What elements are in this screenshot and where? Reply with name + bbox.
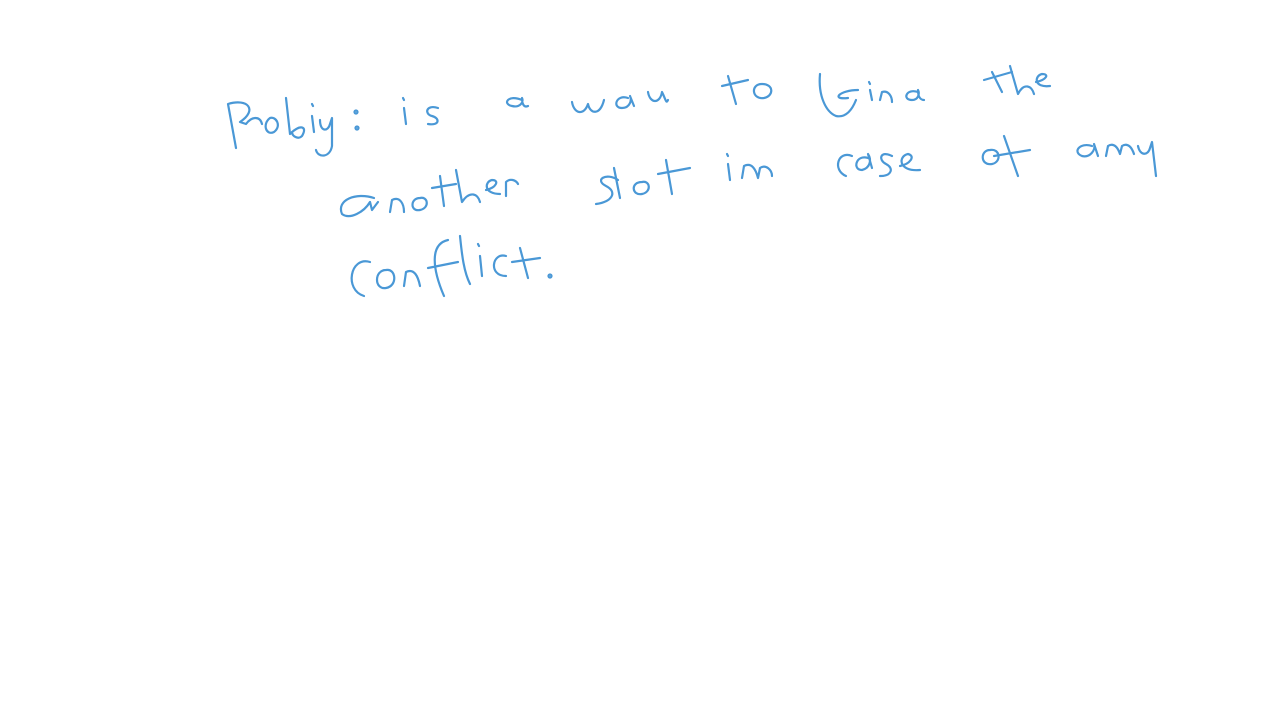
- ink-word-any: [1077, 142, 1156, 176]
- ink-word-find: [820, 74, 924, 116]
- note-line-2: [336, 158, 897, 193]
- note-line-3: [350, 240, 523, 275]
- note-line-1: [212, 82, 806, 117]
- ink-word-the: [984, 66, 1050, 94]
- ink-word-of: [983, 136, 1030, 176]
